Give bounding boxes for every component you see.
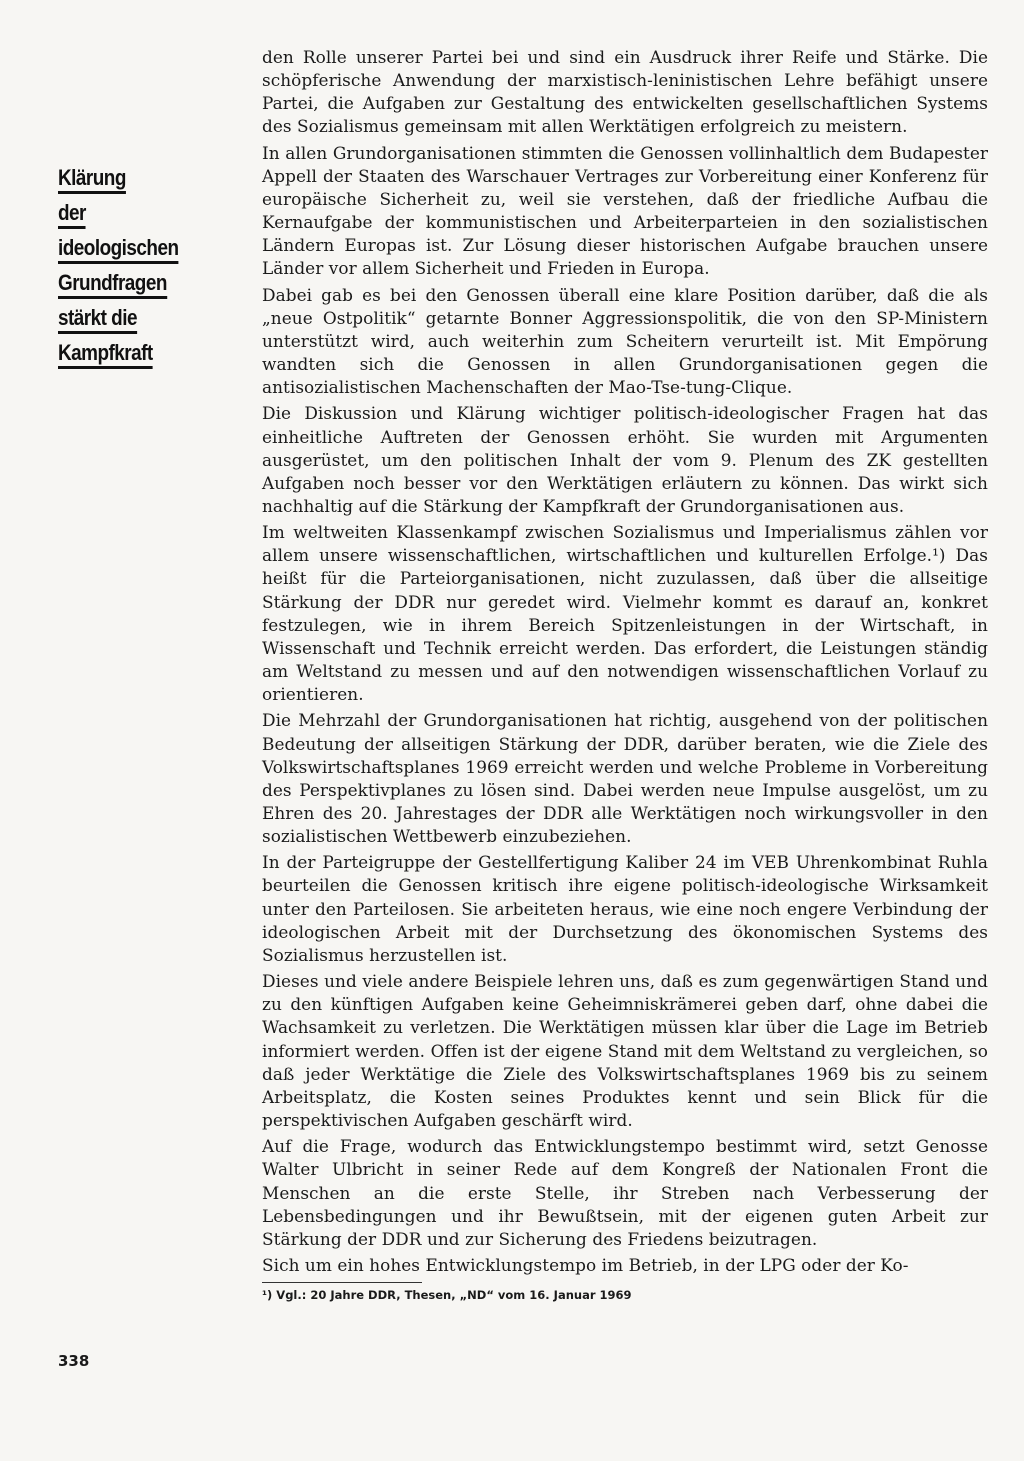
- footnote-divider: [262, 1282, 422, 1283]
- margin-heading-line: ideologischen: [58, 230, 213, 265]
- margin-heading-line: Grundfragen: [58, 265, 213, 300]
- body-paragraph: Im weltweiten Klassenkampf zwischen Sozialismus und Imperialismus zählen vor allem unsere wissenschaftlichen, wirtschaftlichen und kulturellen Erfolge.¹) Das heißt für die Parteiorganisationen, nicht zuzulassen, daß über die allseitige Stärkung der DDR nur geredet wird. Vielmehr kommt es darauf an, konkret festzulegen, wie in ihrem Bereich Spitzenleistungen in der Wirtschaft, in Wissenschaft und Technik erreicht werden. Das erfordert, die Leistungen ständig am Weltstand zu messen und auf den notwendigen wissenschaftlichen Vorlauf zu orientieren.: [262, 522, 988, 705]
- body-paragraph: Sich um ein hohes Entwicklungstempo im Betrieb, in der LPG oder der Ko-: [262, 1254, 909, 1275]
- body-paragraph: den Rolle unserer Partei bei und sind ein Ausdruck ihrer Reife und Stärke. Die schöpferische Anwendung der marxistisch-leninistischen Lehre befähigt unsere Partei, die Aufgaben zur Gestaltung des entwickelten gesellschaftlichen Systems des Sozialismus gemeinsam mit allen Werktätigen erfolgreich zu meistern.: [262, 47, 988, 137]
- body-paragraph: Dabei gab es bei den Genossen überall eine klare Position darüber, daß die als „neue Ostpolitik“ getarnte Bonner Aggressionspolitik, die von den SP-Ministern unterstützt wird, auch weiterhin zum Scheitern verurteilt ist. Mit Empörung wandten sich die Genossen in allen Grundorganisationen gegen die antisozialistischen Machenschaften der Mao-Tse-tung-Clique.: [262, 284, 988, 398]
- body-paragraph: In der Parteigruppe der Gestellfertigung Kaliber 24 im VEB Uhrenkombinat Ruhla beurteilen die Genossen kritisch ihre eigene politisch-ideologische Wirksamkeit unter den Parteilosen. Sie arbeiteten heraus, wie eine noch engere Verbindung der ideologischen Arbeit mit der Durchsetzung des ökonomischen Systems des Sozialismus herzustellen ist.: [262, 852, 988, 965]
- body-paragraph: Dieses und viele andere Beispiele lehren uns, daß es zum gegenwärtigen Stand und zu den künftigen Aufgaben keine Geheimniskrämerei geben darf, ohne dabei die Wachsamkeit zu verletzen. Die Werktätigen müssen klar über die Lage im Betrieb informiert werden. Offen ist der eigene Stand mit dem Weltstand zu vergleichen, so daß jeder Werktätige die Ziele des Volkswirtschaftsplanes 1969 bis zu seinem Arbeitsplatz, die Kosten seines Produktes kennt und sein Blick für die perspektivischen Aufgaben geschärft wird.: [262, 971, 988, 1131]
- margin-heading-line: der: [58, 195, 213, 230]
- page-number: 338: [58, 1352, 90, 1370]
- margin-heading: [58, 160, 238, 370]
- footnote: ¹) Vgl.: 20 Jahre DDR, Thesen, „ND“ vom 16. Januar 1969: [262, 1288, 632, 1303]
- margin-heading-line: Klärung: [58, 160, 213, 195]
- body-paragraph: Die Diskussion und Klärung wichtiger politisch-ideologischer Fragen hat das einheitliche Auftreten der Genossen erhöht. Sie wurden mit Argumenten ausgerüstet, um den politischen Inhalt der vom 9. Plenum des ZK gestellten Aufgaben noch besser vor den Werktätigen erläutern zu können. Das wirkt sich nachhaltig auf die Stärkung der Kampfkraft der Grundorganisationen aus.: [262, 403, 988, 516]
- body-text-column: [262, 46, 988, 1303]
- margin-heading-line: stärkt die: [58, 300, 213, 335]
- margin-heading-line: Kampfkraft: [58, 335, 213, 370]
- body-paragraph: Auf die Frage, wodurch das Entwicklungstempo bestimmt wird, setzt Genosse Walter Ulbricht in seiner Rede auf dem Kongreß der Nationalen Front die Menschen an die erste Stelle, ihr Streben nach Verbesserung der Lebensbedingungen und ihr Bewußtsein, mit der eigenen guten Arbeit zur Stärkung der DDR und zur Sicherung des Friedens beizutragen.: [262, 1136, 988, 1249]
- body-paragraph: In allen Grundorganisationen stimmten die Genossen vollinhaltlich dem Budapester Appell der Staaten des Warschauer Vertrages zur Vorbereitung einer Konferenz für europäische Sicherheit zu, weil sie verstehen, daß der friedliche Aufbau die Kernaufgabe der kommunistischen und Arbeiterparteien in den sozialistischen Ländern Europas ist. Zur Lösung dieser historischen Aufgabe brauchen unsere Länder vor allem Sicherheit und Frieden in Europa.: [262, 142, 988, 279]
- body-paragraph: Die Mehrzahl der Grundorganisationen hat richtig, ausgehend von der politischen Bedeutung der allseitigen Stärkung der DDR, darüber beraten, wie die Ziele des Volkswirtschaftsplanes 1969 erreicht werden und welche Probleme in Vorbereitung des Perspektivplanes zu lösen sind. Dabei werden neue Impulse ausgelöst, um zu Ehren des 20. Jahrestages der DDR alle Werktätigen noch wirkungsvoller in den sozialistischen Wettbewerb einzubeziehen.: [262, 710, 988, 847]
